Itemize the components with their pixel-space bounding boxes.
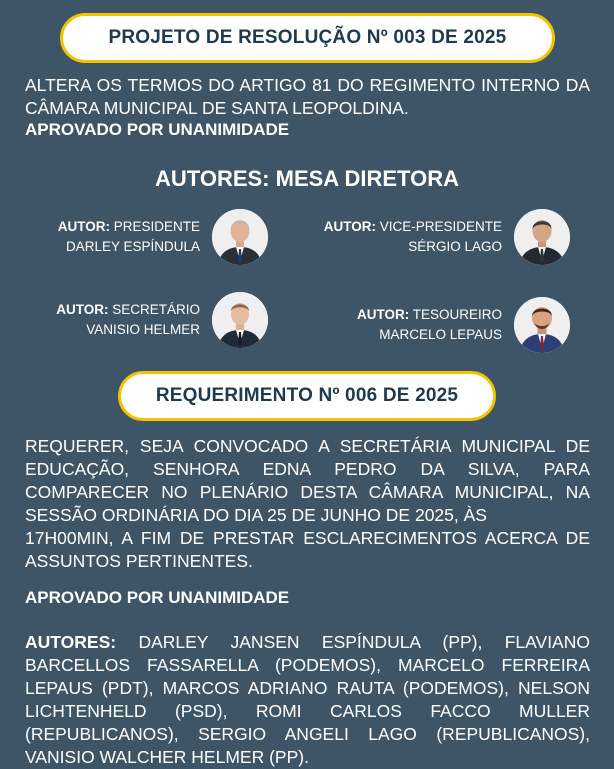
author-text [357,305,502,345]
requerimento-authors [25,631,590,769]
author-photo-icon [212,292,268,348]
requerimento-description [25,435,590,573]
author-name: VANISIO HELMER [86,322,200,337]
requerimento-description-body: REQUERER, SEJA CONVOCADO A SECRETÁRIA MUNICIPAL DE EDUCAÇÃO, SENHORA EDNA PEDRO DA SILVA, PARA COMPARECER NO PLENÁRIO DESTA CÂMARA MUNICIPAL, NA SESSÃO ORDINÁRIA DO DIA 25 DE JUNHO DE 2025, ÀS [25,436,590,525]
author-photo-icon [514,297,570,353]
resolution-description-text: ALTERA OS TERMOS DO ARTIGO 81 DO REGIMENTO INTERNO DA CÂMARA MUNICIPAL DE SANTA LEOPOLDINA. [25,75,590,118]
author-photo-icon [514,209,570,265]
author-role: SECRETÁRIO [112,302,200,317]
author-text [58,217,200,257]
requerimento-description-tail: 17H00MIN, A FIM DE PRESTAR ESCLARECIMENTOS ACERCA DE ASSUNTOS PERTINENTES. [25,528,590,571]
author-name: MARCELO LEPAUS [379,327,502,342]
author-text [324,217,502,257]
author-name: DARLEY ESPÍNDULA [65,239,200,254]
author-role: VICE-PRESIDENTE [379,219,502,234]
author-label: AUTOR: [356,307,410,322]
requerimento-authors-list: DARLEY JANSEN ESPÍNDULA (PP), FLAVIANO BARCELLOS FASSARELLA (PODEMOS), MARCELO FERREIRA LEPAUS (PDT), MARCOS ADRIANO RAUTA (PODEMOS), NELSON LICHTENHELD (PSD), ROMI CARLOS FACCO MULLER (REPUBLICANOS), SERGIO ANGELI LAGO (REPUBLICANOS), VANISIO WALCHER HELMER (PP). [25,632,590,767]
author-card-secretary [0,292,268,352]
resolution-description [25,74,590,120]
author-label: AUTOR: [57,219,110,234]
authors-section-title: AUTORES: MESA DIRETORA [155,166,459,191]
author-role: PRESIDENTE [113,219,200,234]
author-name: SÉRGIO LAGO [408,239,502,254]
author-photo-icon [212,209,268,265]
requerimento-authors-label: AUTORES: [25,632,117,652]
author-card-treasurer [270,297,570,357]
author-label: AUTOR: [323,219,376,234]
author-text [56,300,200,340]
author-card-president [0,209,268,269]
author-label: AUTOR: [56,302,109,317]
requerimento-title: REQUERIMENTO Nº 006 DE 2025 [118,371,496,421]
resolution-title: PROJETO DE RESOLUÇÃO Nº 003 DE 2025 [60,13,555,63]
resolution-approved: APROVADO POR UNANIMIDADE [25,120,290,139]
author-card-vice-president [270,209,570,269]
requerimento-approved: APROVADO POR UNANIMIDADE [25,588,290,607]
author-role: TESOUREIRO [412,307,502,322]
